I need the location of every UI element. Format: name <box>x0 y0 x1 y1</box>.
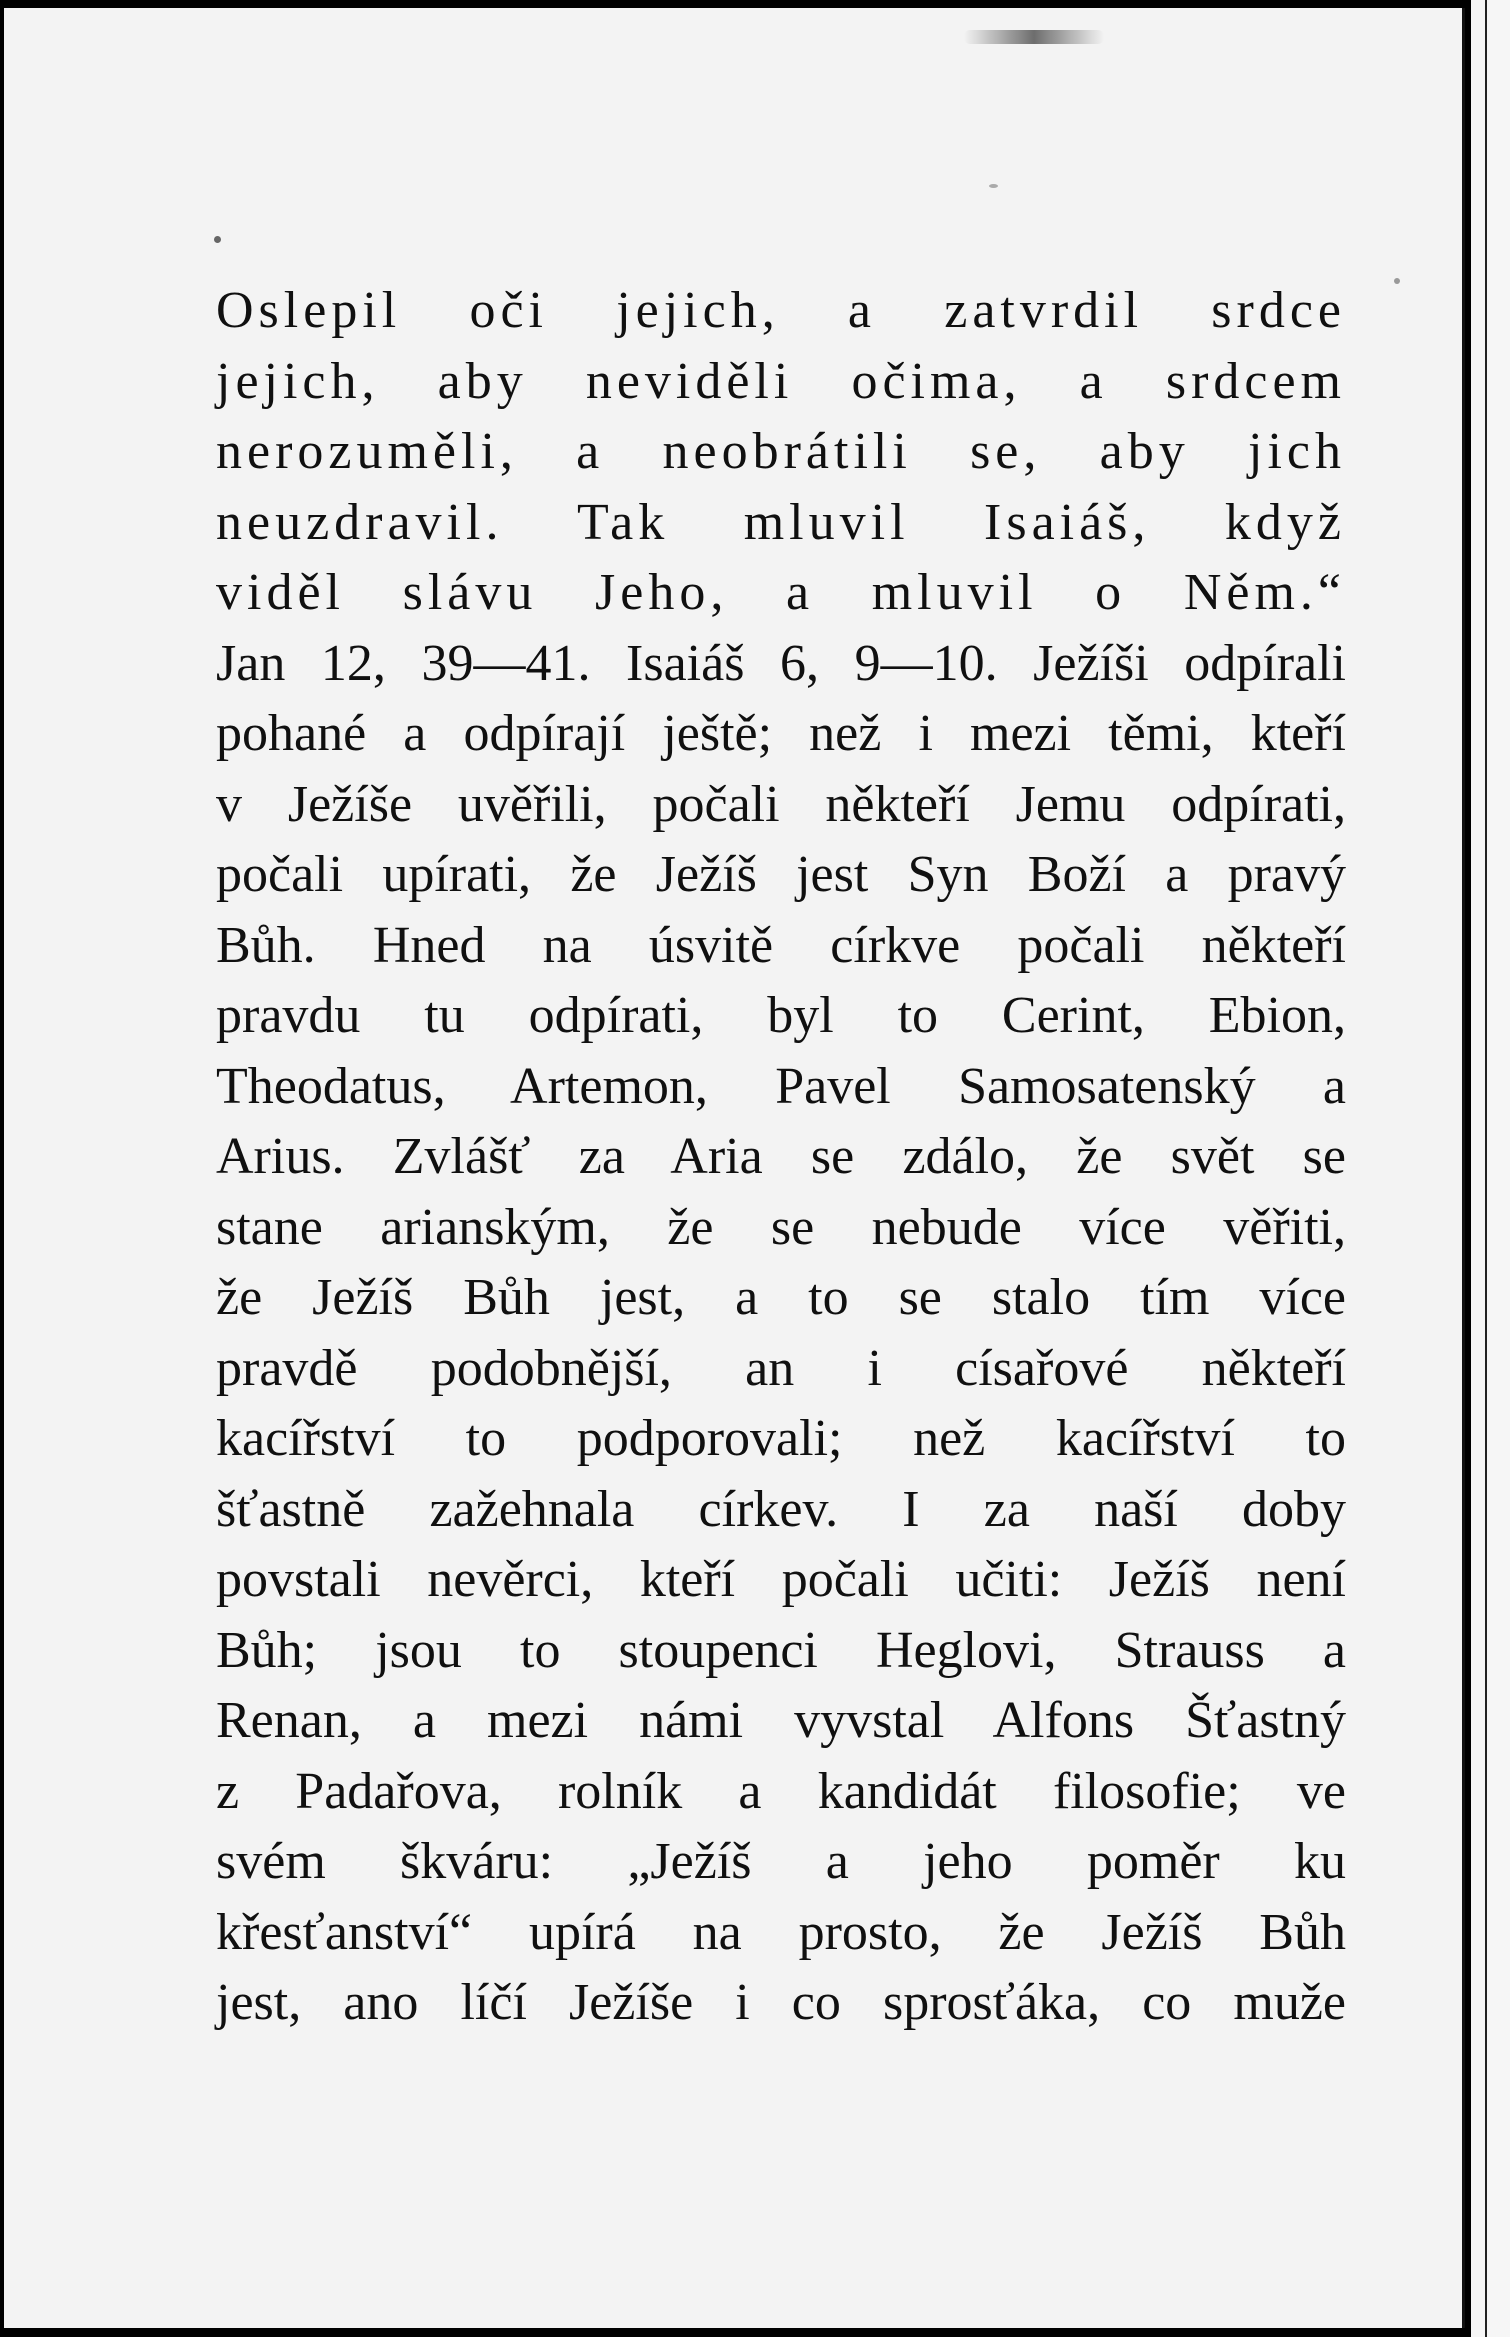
scan-speck <box>214 236 221 243</box>
text-line: jejich, aby neviděli očima, a srdcem <box>216 352 1346 410</box>
text-line: povstali nevěrci, kteří počali učiti: Ježíš není <box>216 1551 1346 1608</box>
text-line: pohané a odpírají ještě; než i mezi těmi, kteří <box>216 705 1346 762</box>
text-line: pravdě podobnější, an i císařové někteří <box>216 1339 1346 1397</box>
text-line: z Padařova, rolník a kandidát filosofie; ve <box>216 1762 1346 1820</box>
text-line: Theodatus, Artemon, Pavel Samosatenský a <box>216 1057 1346 1115</box>
body-text <box>216 276 1346 2039</box>
text-line: neuzdravil. Tak mluvil Isaiáš, když <box>216 493 1346 551</box>
text-line: Oslepil oči jejich, a zatvrdil srdce <box>216 282 1346 339</box>
text-line: jest, ano líčí Ježíše i co sprosťáka, co muže <box>216 1974 1346 2031</box>
text-line: počali upírati, že Ježíš jest Syn Boží a pravý <box>216 846 1346 903</box>
text-line: v Ježíše uvěřili, počali někteří Jemu odpírati, <box>216 775 1346 833</box>
book-page <box>4 8 1465 2328</box>
scan-speck <box>989 184 998 188</box>
scan-speck <box>1394 278 1400 284</box>
text-line: křesťanství“ upírá na prosto, že Ježíš Bůh <box>216 1903 1346 1961</box>
text-line: šťastně zažehnala církev. I za naší doby <box>216 1480 1346 1538</box>
text-line: kacířství to podporovali; než kacířství to <box>216 1410 1346 1467</box>
text-line: Bůh; jsou to stoupenci Heglovi, Strauss a <box>216 1621 1346 1679</box>
next-page-edge <box>1468 0 1510 2337</box>
text-line: Bůh. Hned na úsvitě církve počali někteří <box>216 916 1346 974</box>
text-line: Renan, a mezi námi vyvstal Alfons Šťastný <box>216 1692 1346 1749</box>
page-edge-line <box>1485 0 1487 2337</box>
text-line: svém škváru: „Ježíš a jeho poměr ku <box>216 1833 1346 1890</box>
text-line: že Ježíš Bůh jest, a to se stalo tím více <box>216 1269 1346 1326</box>
text-line: Jan 12, 39—41. Isaiáš 6, 9—10. Ježíši odpírali <box>216 634 1346 692</box>
text-line: nerozuměli, a neobrátili se, aby jich <box>216 423 1346 480</box>
text-line: pravdu tu odpírati, byl to Cerint, Ebion, <box>216 987 1346 1044</box>
text-line: viděl slávu Jeho, a mluvil o Něm.“ <box>216 564 1346 621</box>
text-line: Arius. Zvlášť za Aria se zdálo, že svět se <box>216 1128 1346 1185</box>
scan-smudge <box>964 30 1104 44</box>
text-line: stane arianským, že se nebude více věřiti, <box>216 1198 1346 1256</box>
